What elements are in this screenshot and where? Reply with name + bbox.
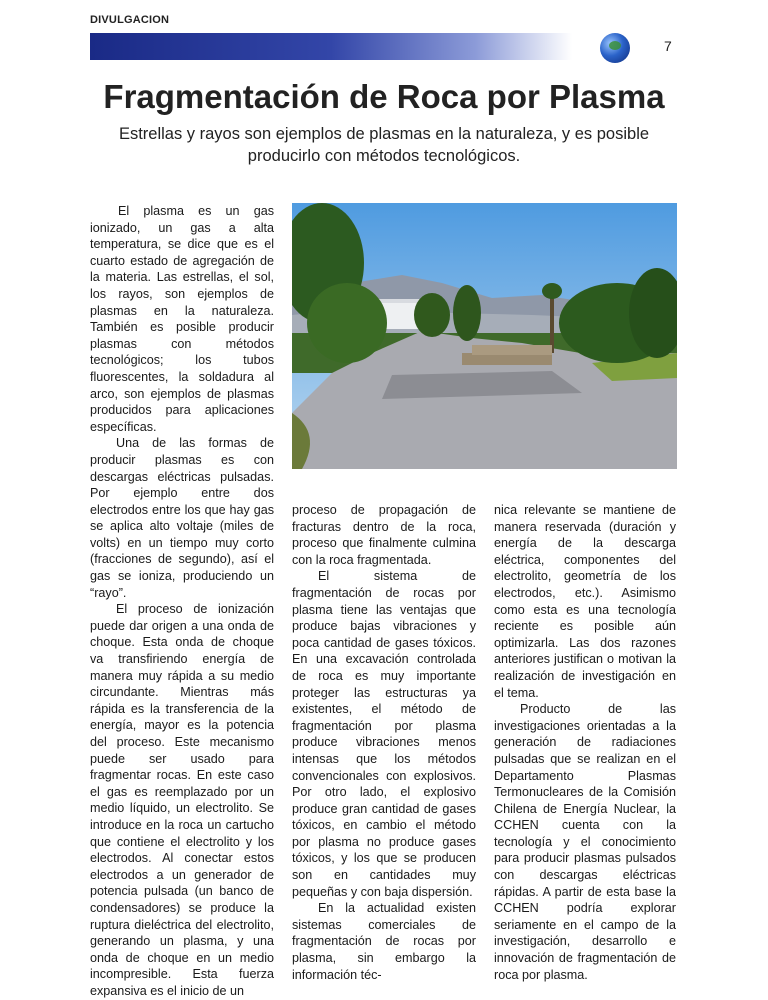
globe-icon: [600, 33, 630, 63]
campus-photo: [292, 203, 677, 469]
paragraph: Una de las formas de producir plasmas es con descargas eléctricas pulsadas. Por ejemplo entre dos electrodos entre los que hay gas se aplica alto voltaje (miles de volts) en un tiempo muy corto (fracciones de segundo), así el gas se ioniza, produciendo un “rayo”.: [90, 436, 274, 600]
column-1: [90, 203, 274, 1000]
page-number: 7: [664, 38, 672, 54]
paragraph: Producto de las investigaciones orientadas a la generación de radiaciones pulsadas que se realizan en el Departamento Plasmas Termonucleares de la Comisión Chilena de Energía Nuclear, la CCHEN cuenta con la tecnología y el conocimiento para producir plasmas pulsados con descargas eléctricas rápidas. A partir de esta base la CCHEN podría explorar seriamente en el campo de la investigación, desarrollo e innovación de fragmentación de roca por plasma.: [494, 702, 676, 982]
section-label: DIVULGACION: [90, 14, 170, 26]
paragraph: El sistema de fragmentación de rocas por plasma tiene las ventajas que produce bajas vibraciones y poca cantidad de gases tóxicos. En una excavación controlada de roca es muy importante proteger las estructuras ya existentes, el método de fragmentación por plasma produce vibraciones menos intensas que los métodos convencionales con explosivos. Por otro lado, el explosivo produce gran cantidad de gases tóxicos, en cambio el método por plasma no produce gases tóxicos, y los que se producen son en cantidades muy pequeñas y con baja dispersión.: [292, 569, 476, 899]
paragraph: proceso de propagación de fracturas dentro de la roca, proceso que finalmente culmina con la roca fragmentada.: [292, 503, 476, 567]
article-title: Fragmentación de Roca por Plasma: [103, 78, 665, 115]
article-subtitle: Estrellas y rayos son ejemplos de plasmas en la naturaleza, y es posible producirlo con métodos tecnológicos.: [118, 125, 650, 165]
paragraph: El proceso de ionización puede dar origen a una onda de choque. Esta onda de choque va transfiriendo energía de manera muy rápida a su medio circundante. Mientras más rápida es la transferencia de la energía, mayor es la potencia del proceso. Este mecanismo puede ser usado para fragmentar rocas. En este caso el gas es reemplazado por un medio líquido, un electrolito. Se introduce en la roca un cartucho que contiene el electrolito y los electrodos. Al conectar estos electrodos a un generador de potencia pulsada (un banco de condensadores) se produce la ruptura dieléctrica del electrolito, generando un plasma, y una onda de choque en un medio incompresible. Esta fuerza expansiva es el inicio de un: [90, 602, 274, 998]
header-band: [90, 33, 572, 60]
paragraph: En la actualidad existen sistemas comerciales de fragmentación de rocas por plasma, sin embargo la información téc-: [292, 901, 476, 982]
column-2: [292, 502, 476, 983]
paragraph: nica relevante se mantiene de manera reservada (duración y energía de la descarga eléctrica, componentes del electrolito, geometría de los electrodos, etc.). Asimismo como esta es una tecnología reciente es posible aún optimizarla. Las dos razones anteriores justifican o motivan la realización de investigación en el tema.: [494, 503, 676, 700]
column-3: [494, 502, 676, 983]
paragraph: El plasma es un gas ionizado, un gas a alta temperatura, se dice que es el cuarto estado de agregación de la materia. Las estrellas, el sol, los rayos, son ejemplos de plasmas en la naturaleza. También es posible producir plasmas con métodos tecnológicos; los tubos fluorescentes, la soldadura al arco, son ejemplos de plasmas producidos para aplicaciones específicas.: [90, 204, 274, 434]
